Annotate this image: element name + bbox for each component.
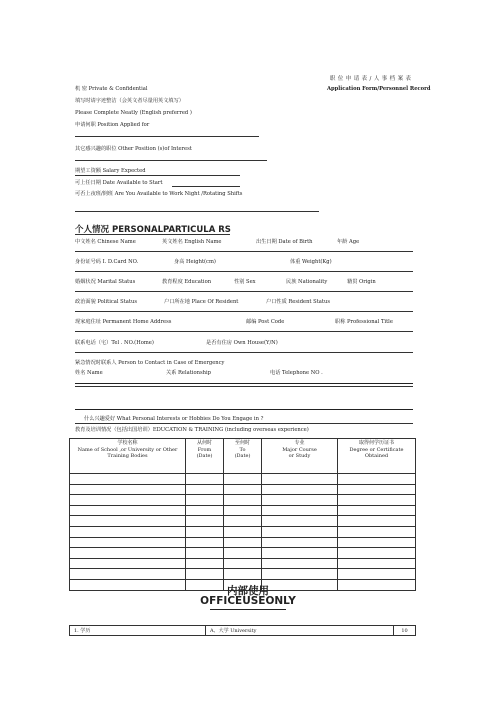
table-cell[interactable] (224, 558, 262, 569)
interests-label: 什么兴趣爱好 What Personal Interests or Hobbies Do You Engage in ? (84, 416, 264, 422)
table-cell[interactable] (70, 484, 186, 495)
row3-field[interactable] (75, 291, 413, 292)
table-cell[interactable] (338, 505, 416, 516)
position-applied-field[interactable] (75, 136, 259, 137)
table-cell[interactable] (224, 474, 262, 485)
table-cell[interactable] (262, 484, 338, 495)
weight-label: 体重 Weight(Kg) (290, 259, 332, 265)
height-label: 身高 Height(cm) (174, 259, 216, 265)
table-cell[interactable] (262, 537, 338, 548)
table-row[interactable] (70, 495, 416, 506)
office-title-underline (210, 609, 286, 610)
table-cell[interactable] (262, 548, 338, 559)
table-row[interactable] (70, 505, 416, 516)
table-cell[interactable] (224, 495, 262, 506)
table-cell[interactable] (186, 548, 224, 559)
table-cell[interactable] (338, 484, 416, 495)
table-cell[interactable] (224, 537, 262, 548)
table-row[interactable] (70, 516, 416, 527)
table-cell[interactable] (262, 569, 338, 580)
col-to: 至何时 To (Date) (224, 439, 262, 474)
position-applied-label: 申请何职 Position Applied for (75, 122, 150, 128)
tel-label: 联系电话（宅）Tel . NO.(Home) (75, 340, 154, 346)
table-cell[interactable] (186, 516, 224, 527)
table-cell[interactable] (70, 558, 186, 569)
interests-field[interactable] (75, 423, 413, 424)
table-cell[interactable] (70, 495, 186, 506)
other-position-field[interactable] (75, 160, 267, 161)
age-label: 年龄 Age (337, 239, 360, 245)
night-shift-label: 可否上夜班/倒班 Are You Available to Work Night /Rotating Shifts (75, 191, 243, 197)
table-cell[interactable] (224, 484, 262, 495)
office-use-title-en: OFFICEUSEONLY (200, 595, 296, 607)
confidential-label: 机 密 Private & Confidential (75, 86, 148, 92)
own-house-label: 是否有住房 Own House(Y/N) (206, 340, 278, 346)
education-table-header (70, 439, 416, 474)
table-cell[interactable] (186, 537, 224, 548)
residence-place-label: 户口所在地 Place Of Resident (164, 299, 239, 305)
date-available-label: 可上任日期 Date Available to Start (75, 180, 163, 186)
form-title-en: Application Form/Personnel Record (327, 86, 431, 92)
marital-label: 婚姻状况 Marital Status (75, 279, 136, 285)
personal-title-underline (75, 234, 230, 235)
row6-field[interactable] (75, 352, 413, 353)
table-cell[interactable] (224, 548, 262, 559)
table-cell[interactable] (262, 526, 338, 537)
table-cell[interactable] (338, 537, 416, 548)
table-cell[interactable] (338, 526, 416, 537)
professional-title-label: 职称 Professional Title (335, 319, 393, 325)
table-row[interactable] (70, 558, 416, 569)
table-cell[interactable] (186, 495, 224, 506)
table-cell[interactable] (224, 526, 262, 537)
table-cell[interactable] (186, 505, 224, 516)
table-cell[interactable] (70, 569, 186, 580)
salary-label: 期望工资额 Salary Expected (75, 168, 146, 174)
row7-field[interactable] (75, 383, 413, 384)
fill-instruction-cn: 填写时请字迹整洁（会英文者尽量用英文填写） (75, 98, 184, 104)
row2-field[interactable] (75, 271, 413, 272)
table-cell[interactable] (70, 505, 186, 516)
post-code-label: 邮编 Post Code (246, 319, 285, 325)
origin-label: 籍贯 Origin (347, 279, 376, 285)
political-label: 政治面貌 Political Status (75, 299, 137, 305)
table-row[interactable] (70, 526, 416, 537)
table-cell[interactable] (70, 474, 186, 485)
dob-label: 出生日期 Date of Birth (256, 239, 313, 245)
table-cell[interactable] (224, 569, 262, 580)
table-row (70, 626, 416, 636)
education-table (69, 438, 416, 591)
table-cell[interactable] (262, 474, 338, 485)
table-cell[interactable] (70, 526, 186, 537)
row1-field[interactable] (75, 251, 413, 252)
table-row[interactable] (70, 484, 416, 495)
office-use-table (69, 625, 416, 636)
table-row[interactable] (70, 569, 416, 580)
emergency-phone-label: 电话 Telephone NO . (270, 370, 323, 376)
emergency-label: 紧急情况时联系人 Person to Contact in Case of Emergency (75, 360, 225, 366)
table-cell[interactable] (186, 484, 224, 495)
nationality-label: 民族 Nationality (286, 279, 328, 285)
table-cell[interactable] (262, 505, 338, 516)
table-row[interactable] (70, 548, 416, 559)
education-label: 教育程度 Education (162, 279, 212, 285)
row4-field[interactable] (75, 311, 413, 312)
sex-label: 性别 Sex (234, 279, 256, 285)
table-cell[interactable] (186, 558, 224, 569)
table-cell[interactable] (338, 474, 416, 485)
table-cell[interactable] (186, 569, 224, 580)
office-use-title-cn: 内部使用 (227, 585, 269, 597)
col-school: 学校名称 Name of School ,or University or Other Training Bodies (70, 439, 186, 474)
table-row[interactable] (70, 537, 416, 548)
table-cell[interactable] (224, 505, 262, 516)
fill-instruction-en: Please Complete Neatly (English preferred ) (75, 110, 192, 116)
row5-field[interactable] (75, 331, 413, 332)
english-name-label: 英文姓名 English Name (162, 239, 222, 245)
date-available-field[interactable] (172, 186, 240, 187)
table-cell[interactable] (224, 516, 262, 527)
form-title-cn: 职 位 申 请 表 / 人 事 档 案 表 (330, 76, 412, 82)
emergency-name-label: 姓名 Name (75, 370, 103, 376)
table-cell[interactable] (338, 569, 416, 580)
id-card-label: 身份证号码 I. D.Card NO. (75, 259, 139, 265)
office-item-value: A、大学 University (206, 626, 394, 636)
table-cell[interactable] (186, 474, 224, 485)
table-cell[interactable] (338, 548, 416, 559)
residence-status-label: 户口性质 Resident Status (266, 299, 330, 305)
table-cell[interactable] (70, 516, 186, 527)
table-cell[interactable] (70, 537, 186, 548)
interests-rule-top (75, 409, 413, 410)
table-row[interactable] (70, 474, 416, 485)
personal-section-title: 个人情况 PERSONALPARTICULA RS (75, 225, 231, 235)
table-cell[interactable] (262, 558, 338, 569)
office-item-index: 1. 学历 (70, 626, 206, 636)
table-cell[interactable] (338, 558, 416, 569)
table-cell[interactable] (186, 526, 224, 537)
table-cell[interactable] (338, 516, 416, 527)
education-heading: 教育及培训情况（包括出国培训）EDUCATION & TRAINING (including overseas experience) (75, 427, 309, 433)
col-from: 从何时 From (Date) (186, 439, 224, 474)
table-cell[interactable] (70, 548, 186, 559)
table-cell[interactable] (262, 495, 338, 506)
col-major: 专业 Major Course or Study (262, 439, 338, 474)
office-item-score: 10 (394, 626, 416, 636)
other-position-label: 其它感兴趣的职位 Other Position (s)of Interest (75, 146, 192, 152)
table-cell[interactable] (338, 495, 416, 506)
double-rule (75, 386, 413, 387)
table-cell[interactable] (262, 516, 338, 527)
col-degree: 取得何学历证书 Degree or Certificate Obtained (338, 439, 416, 474)
night-shift-field[interactable] (75, 211, 319, 212)
relationship-label: 关系 Relationship (166, 370, 211, 376)
chinese-name-label: 中文姓名 Chinese Name (75, 239, 136, 245)
salary-field[interactable] (75, 175, 240, 176)
address-label: 现家庭住址 Permanent Home Address (75, 319, 172, 325)
